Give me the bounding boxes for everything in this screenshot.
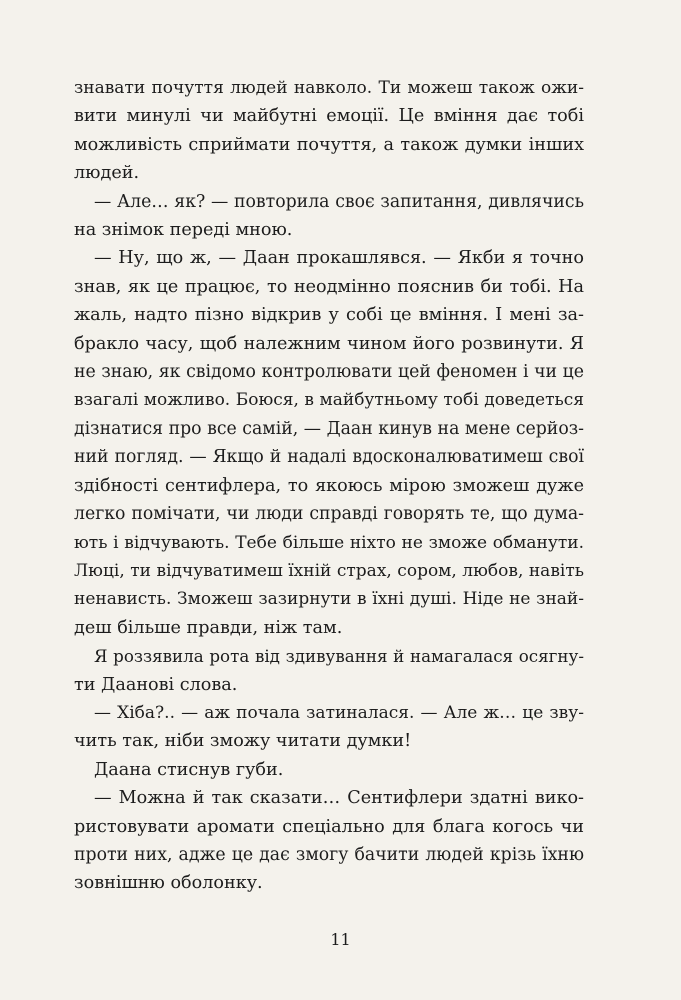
text-line: — Але… як? — повторила своє запитання, дивлячись	[94, 191, 584, 212]
text-line: чить так, ніби зможу читати думки!	[74, 731, 412, 752]
text-line: — Можна й так сказати… Сентифлери здатні вико-	[94, 788, 584, 809]
paragraph	[74, 699, 584, 756]
text-line: на знімок переді мною.	[74, 220, 293, 241]
text-line: бракло часу, щоб належним чином його розвинути. Я	[74, 333, 584, 354]
text-line: дізнатися про все самій, — Даан кинув на мене серйоз-	[74, 418, 584, 439]
text-line: жаль, надто пізно відкрив у собі це вміння. І мені за-	[74, 305, 584, 326]
text-line: Даана стиснув губи.	[94, 759, 284, 780]
text-line: не знаю, як свідомо контролювати цей феномен і чи це	[74, 362, 584, 383]
paragraph	[74, 244, 584, 642]
text-line: взагалі можливо. Боюся, в майбутньому тобі доведеться	[74, 390, 584, 411]
text-line: знав, як це працює, то неодмінно пояснив би тобі. На	[74, 276, 584, 297]
text-line: можливість сприймати почуття, а також думки інших	[74, 134, 584, 155]
text-line: ненависть. Зможеш зазирнути в їхні душі. Ніде не знай-	[74, 589, 584, 610]
paragraph	[74, 188, 584, 245]
text-line: — Хіба?.. — аж почала затиналася. — Але ж… це зву-	[94, 702, 584, 723]
paragraph	[74, 74, 584, 188]
text-line: Я роззявила рота від здивування й намагалася осягну-	[94, 646, 584, 667]
text-line: здібності сентифлера, то якоюсь мірою зможеш дуже	[74, 475, 584, 496]
paragraph	[74, 784, 584, 898]
body-text	[74, 74, 584, 898]
text-line: деш більше правди, ніж там.	[74, 617, 343, 638]
text-line: ний погляд. — Якщо й надалі вдосконалюватимеш свої	[74, 447, 584, 468]
text-line: Люці, ти відчуватимеш їхній страх, сором, любов, навіть	[74, 560, 584, 581]
text-line: ти Даанові слова.	[74, 674, 238, 695]
text-line: — Ну, що ж, — Даан прокашлявся. — Якби я точно	[94, 248, 584, 269]
text-line: зовнішню оболонку.	[74, 873, 263, 894]
text-line: проти них, адже це дає змогу бачити людей крізь їхню	[74, 844, 584, 865]
text-line: ють і відчувають. Тебе більше ніхто не зможе обманути.	[74, 532, 584, 553]
text-line: ристовувати аромати спеціально для блага когось чи	[74, 816, 584, 837]
text-line: людей.	[74, 163, 140, 184]
paragraph	[74, 642, 584, 699]
text-line: легко помічати, чи люди справді говорять те, що дума-	[74, 504, 584, 525]
page-number: 11	[330, 930, 351, 949]
paragraph	[74, 756, 584, 784]
text-line: знавати почуття людей навколо. Ти можеш також ожи-	[74, 78, 584, 98]
text-line: вити минулі чи майбутні емоції. Це вміння дає тобі	[74, 106, 584, 127]
